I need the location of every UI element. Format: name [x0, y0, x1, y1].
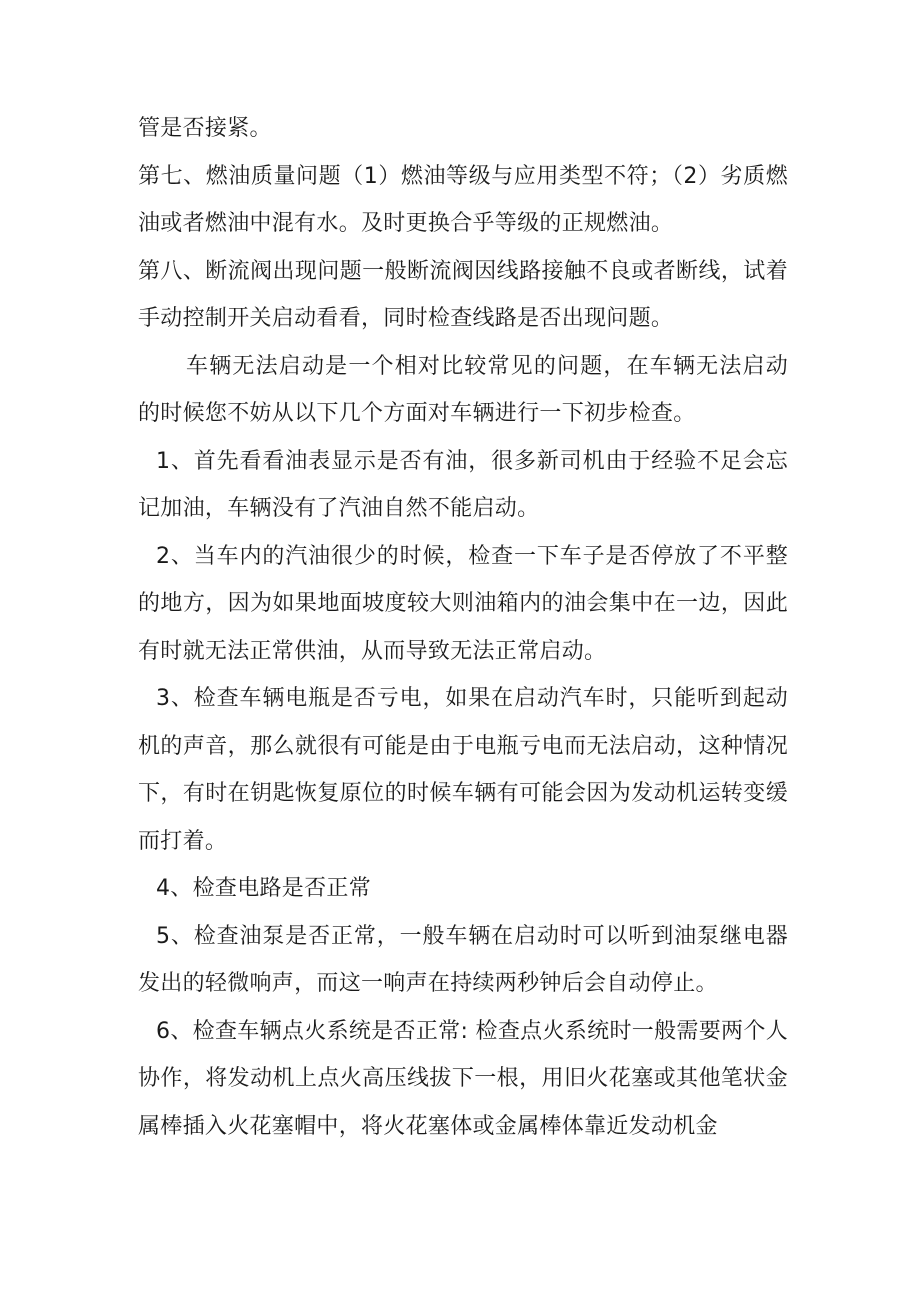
- list-item-4-circuit: 4、检查电路是否正常: [156, 876, 371, 901]
- paragraph-fuel-pipe: 管是否接紧。: [138, 116, 272, 141]
- paragraph-seventh-fuel-quality: 第七、燃油质量问题（1）燃油等级与应用类型不符；（2）劣质燃油或者燃油中混有水。及时更换合乎等级的正规燃油。: [138, 163, 788, 236]
- document-body: [138, 105, 788, 1150]
- paragraph-intro-no-start: 车辆无法启动是一个相对比较常见的问题，在车辆无法启动的时候您不妨从以下几个方面对车辆进行一下初步检查。: [138, 353, 788, 426]
- paragraph-eighth-cutoff-valve: 第八、断流阀出现问题一般断流阀因线路接触不良或者断线，试着手动控制开关启动看看，同时检查线路是否出现问题。: [138, 258, 788, 331]
- list-item-3-battery: 3、检查车辆电瓶是否亏电，如果在启动汽车时，只能听到起动机的声音，那么就很有可能是由于电瓶亏电而无法启动，这种情况下，有时在钥匙恢复原位的时候车辆有可能会因为发动机运转变缓而打着。: [138, 686, 788, 854]
- list-item-5-fuel-pump: 5、检查油泵是否正常，一般车辆在启动时可以听到油泵继电器发出的轻微响声，而这一响声在持续两秒钟后会自动停止。: [138, 923, 788, 996]
- list-item-1-fuel-gauge: 1、首先看看油表显示是否有油，很多新司机由于经验不足会忘记加油，车辆没有了汽油自然不能启动。: [138, 448, 788, 521]
- list-item-6-ignition: 6、检查车辆点火系统是否正常: 检查点火系统时一般需要两个人协作，将发动机上点火高压线拔下一根，用旧火花塞或其他笔状金属棒插入火花塞帽中，将火花塞体或金属棒体靠近发动机金: [138, 1018, 788, 1139]
- list-item-2-parking-slope: 2、当车内的汽油很少的时候，检查一下车子是否停放了不平整的地方，因为如果地面坡度较大则油箱内的油会集中在一边，因此有时就无法正常供油，从而导致无法正常启动。: [138, 543, 788, 664]
